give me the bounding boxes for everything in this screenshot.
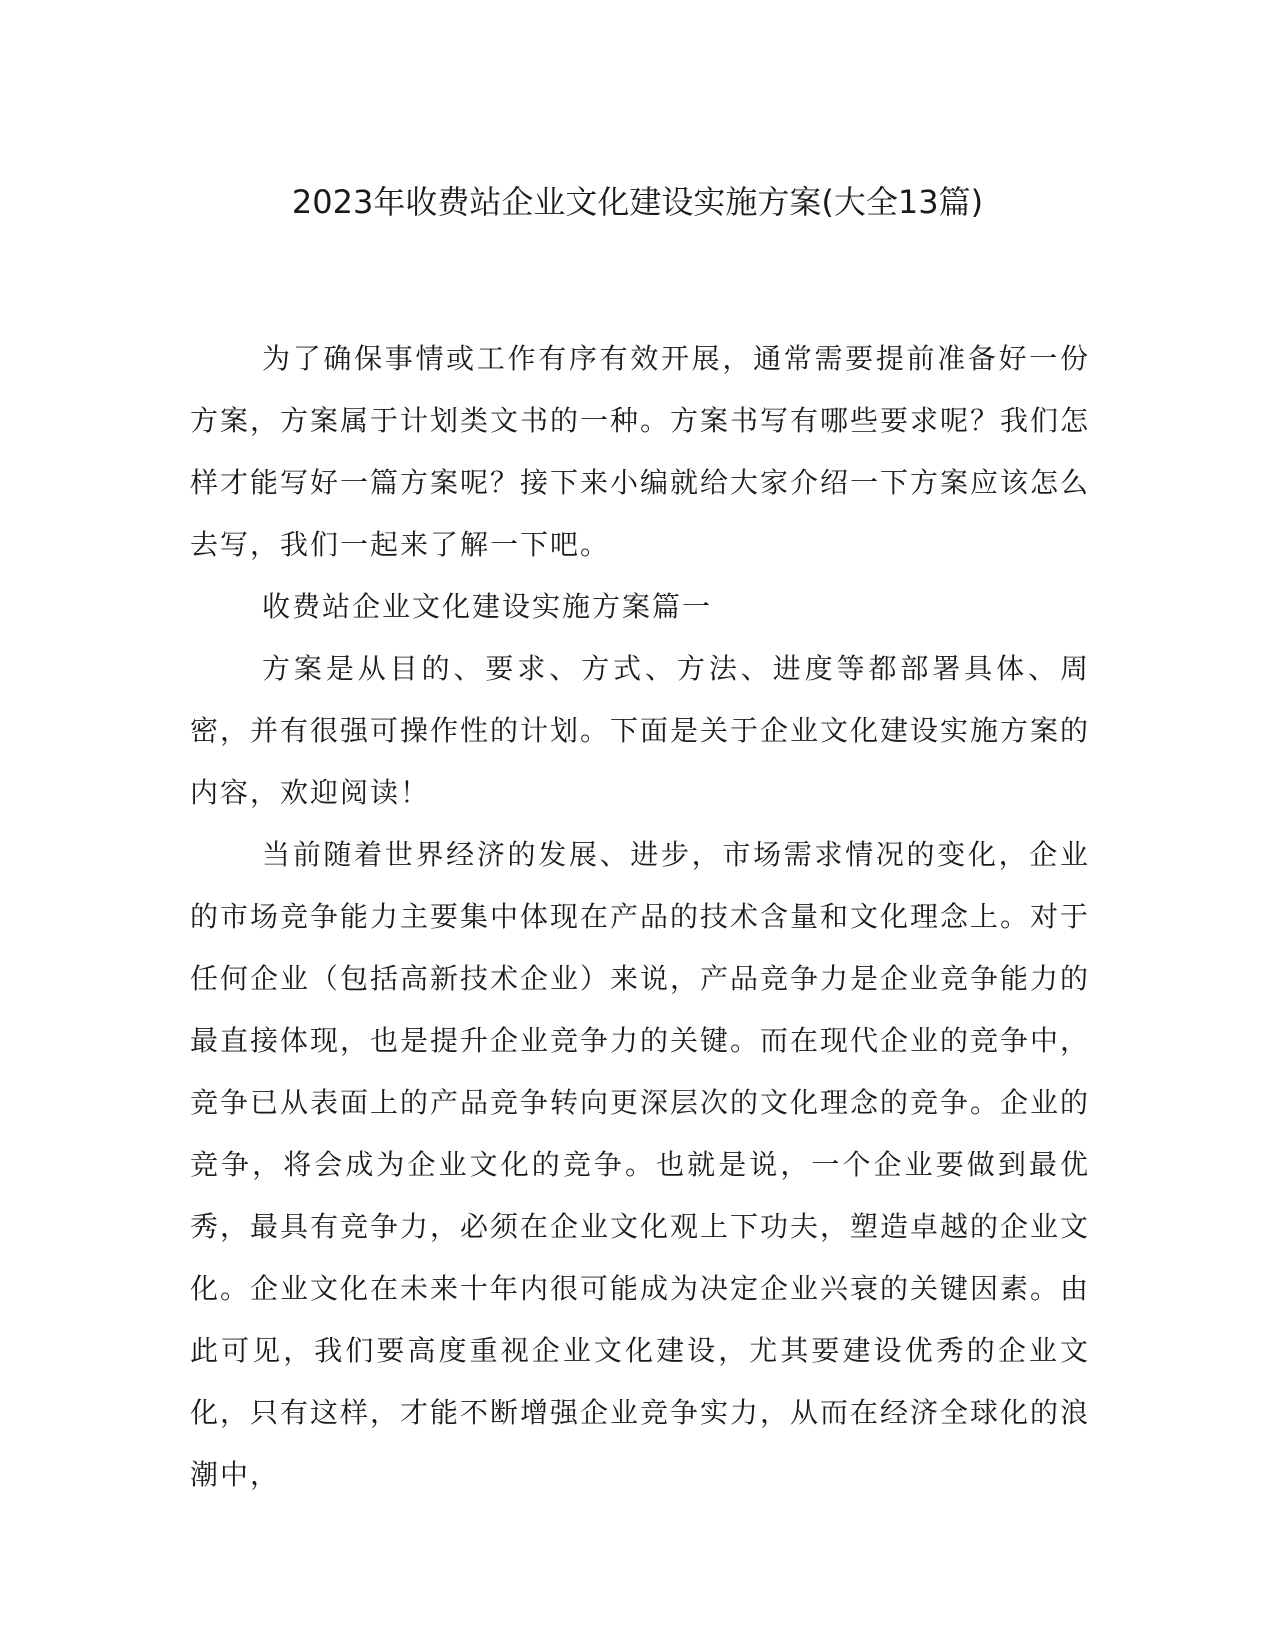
section-heading: 收费站企业文化建设实施方案篇一 <box>262 590 713 623</box>
intro-paragraph: 为了确保事情或工作有序有效开展，通常需要提前准备好一份方案，方案属于计划类文书的一种。方案书写有哪些要求呢？我们怎样才能写好一篇方案呢？接下来小编就给大家介绍一下方案应该怎么去写，我们一起来了解一下吧。 <box>190 342 1091 561</box>
body-paragraph: 当前随着世界经济的发展、进步，市场需求情况的变化，企业的市场竞争能力主要集中体现在产品的技术含量和文化理念上。对于任何企业（包括高新技术企业）来说，产品竞争力是企业竞争能力的最直接体现，也是提升企业竞争力的关键。而在现代企业的竞争中，竞争已从表面上的产品竞争转向更深层次的文化理念的竞争。企业的竞争，将会成为企业文化的竞争。也就是说，一个企业要做到最优秀，最具有竞争力，必须在企业文化观上下功夫，塑造卓越的企业文化。企业文化在未来十年内很可能成为决定企业兴衰的关键因素。由此可见，我们要高度重视企业文化建设，尤其要建设优秀的企业文化，只有这样，才能不断增强企业竞争实力，从而在经济全球化的浪潮中， <box>190 838 1091 1491</box>
summary-paragraph: 方案是从目的、要求、方式、方法、进度等都部署具体、周密，并有很强可操作性的计划。下面是关于企业文化建设实施方案的内容，欢迎阅读！ <box>190 652 1091 809</box>
document-body <box>190 328 1090 1506</box>
document-title: 2023年收费站企业文化建设实施方案(大全13篇) <box>291 183 984 221</box>
